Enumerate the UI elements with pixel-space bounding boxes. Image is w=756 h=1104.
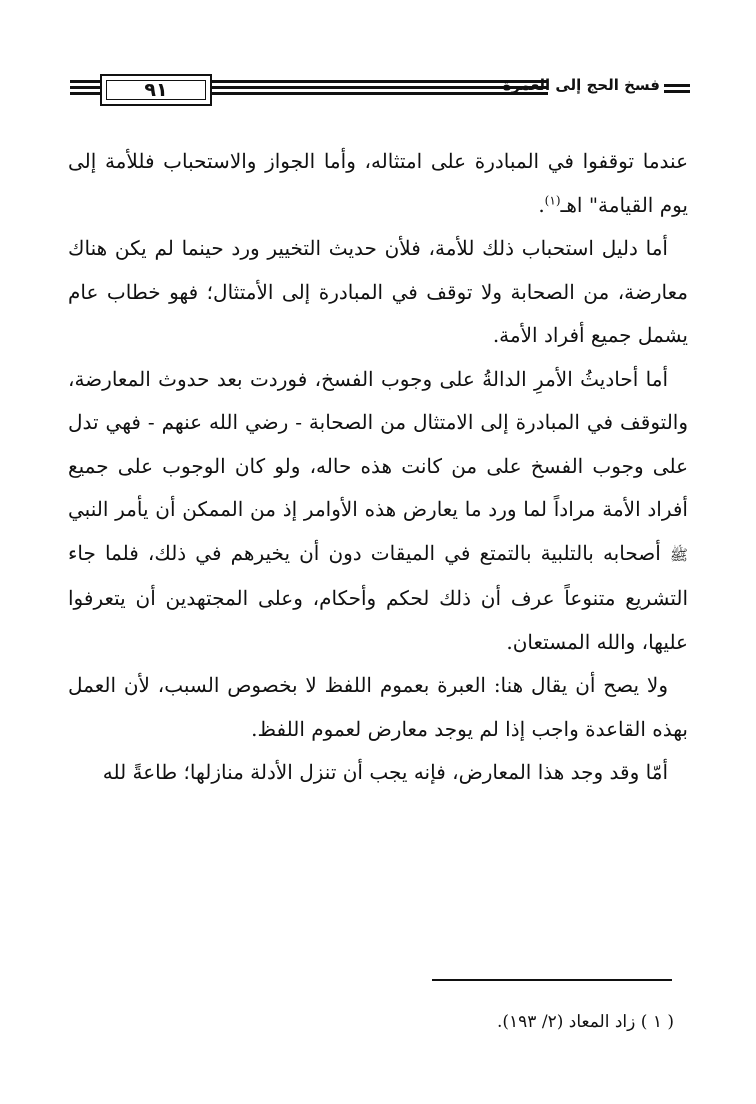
header-rule-right bbox=[664, 84, 690, 98]
paragraph-5: أمّا وقد وجد هذا المعارض، فإنه يجب أن تنزل الأدلة منازلها؛ طاعةً لله bbox=[102, 760, 668, 784]
paragraph-3-text: أما أحاديثُ الأمرِ الدالةُ على وجوب الفسخ، فوردت بعد حدوث المعارضة، والتوقف في المبادرة إلى الامتثال من الصحابة - رضي الله عنهم - فهي تدل على وجوب الفسخ على من كانت هذه حاله، ولو كان الوجوب على جميع أفراد الأمة مراداً لما ورد ما يعارض هذه الأوامر إذ من الممكن أن يأمر النبي bbox=[68, 366, 688, 521]
header-rule-left bbox=[70, 80, 100, 100]
paragraph-1-end: . bbox=[538, 192, 545, 217]
paragraph-3-continuation: أصحابه بالتلبية بالتمتع في الميقات دون أن يخيرهم في ذلك، فلما جاء التشريع متنوعاً عرف أن ذلك لحكم وأحكام، وعلى المجتهدين أن يتعرفوا عليها، والله المستعان. bbox=[68, 540, 688, 654]
running-title: فسخ الحج إلى العمرة bbox=[502, 76, 660, 94]
paragraph-1 bbox=[68, 140, 688, 227]
page-number-box bbox=[100, 74, 212, 106]
paragraph-2: أما دليل استحباب ذلك للأمة، فلأن حديث التخيير ورد حينما لم يكن هناك معارضة، من الصحابة ولا توقف في المبادرة إلى الأمتثال؛ فهو خطاب عام يشمل جميع أفراد الأمة. bbox=[68, 236, 688, 347]
header-rule-middle bbox=[212, 80, 548, 100]
footnote-divider bbox=[432, 979, 672, 981]
page-header bbox=[70, 74, 690, 106]
salla-symbol: ﷺ bbox=[669, 545, 688, 564]
paragraph-1-text: عندما توقفوا في المبادرة على امتثاله، وأما الجواز والاستحباب فللأمة إلى يوم القيامة" اهـ bbox=[68, 149, 688, 217]
body-text bbox=[68, 140, 688, 795]
footnote-reference[interactable]: (١) bbox=[544, 192, 561, 207]
paragraph-4: ولا يصح أن يقال هنا: العبرة بعموم اللفظ لا بخصوص السبب، لأن العمل بهذه القاعدة واجب إذا لم يوجد معارض لعموم اللفظ. bbox=[68, 673, 688, 741]
page-number: ٩١ bbox=[144, 79, 168, 101]
paragraph-3 bbox=[68, 358, 688, 665]
footnote: ( ١ ) زاد المعاد (٢/ ١٩٣). bbox=[497, 1012, 674, 1032]
